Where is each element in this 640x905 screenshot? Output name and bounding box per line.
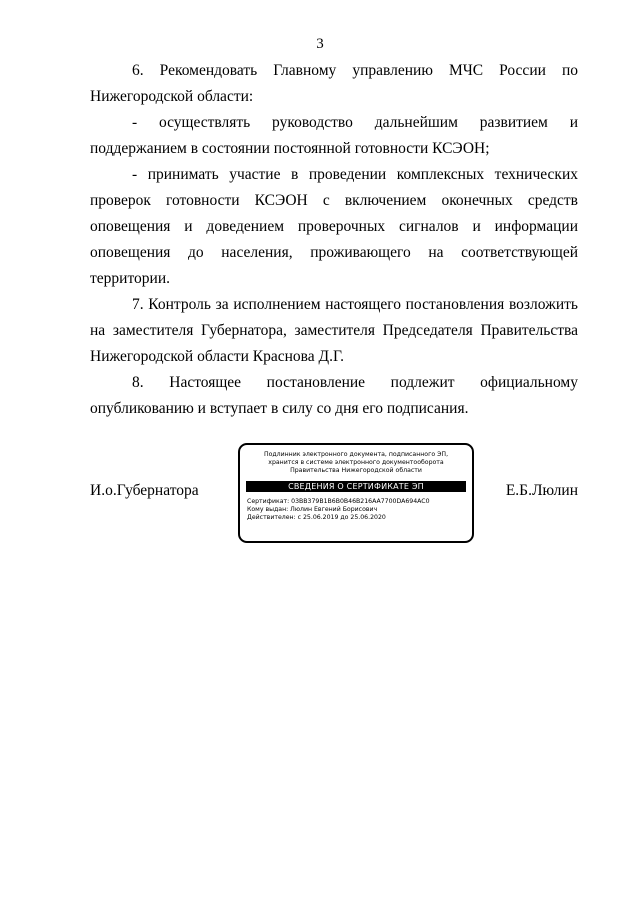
- page-number: 3: [316, 36, 324, 52]
- signatory-name: Е.Б.Люлин: [505, 482, 578, 499]
- stamp-header: [240, 445, 472, 475]
- paragraph-8: 8. Настоящее постановление подлежит официальному опубликованию и вступает в силу со дня его подписания.: [90, 374, 578, 417]
- stamp-details: [240, 492, 472, 522]
- paragraph-6: 6. Рекомендовать Главному управлению МЧС России по Нижегородской области:: [90, 62, 578, 105]
- paragraph-6-item-1: - осуществлять руководство дальнейшим развитием и поддержанием в состоянии постоянной готовности КСЭОН;: [90, 114, 578, 157]
- stamp-issued-to: Кому выдан: Люлин Евгений Борисович: [247, 506, 378, 513]
- document-body: [90, 58, 578, 422]
- signatory-position: И.о.Губернатора: [90, 482, 199, 499]
- paragraph-7: 7. Контроль за исполнением настоящего постановления возложить на заместителя Губернатора, заместителя Председателя Правительства Нижегородской области Краснова Д.Г.: [90, 296, 578, 365]
- stamp-line-2: хранится в системе электронного документооборота: [268, 459, 444, 466]
- stamp-validity: Действителен: с 25.06.2019 до 25.06.2020: [247, 514, 386, 521]
- stamp-certificate-number: Сертификат: 03BB379B1B6B0B46B216AA7700DA694AC0: [247, 498, 430, 505]
- stamp-line-3: Правительства Нижегородской области: [290, 467, 422, 474]
- stamp-certificate-bar: СВЕДЕНИЯ О СЕРТИФИКАТЕ ЭП: [246, 481, 466, 492]
- paragraph-6-item-2: - принимать участие в проведении комплексных технических проверок готовности КСЭОН с включением оконечных средств оповещения и доведением проверочных сигналов и информации оповещения до населения, проживающего на соответствующей территории.: [90, 166, 578, 287]
- electronic-signature-stamp: [238, 443, 474, 543]
- stamp-line-1: Подлинник электронного документа, подписанного ЭП,: [263, 451, 449, 458]
